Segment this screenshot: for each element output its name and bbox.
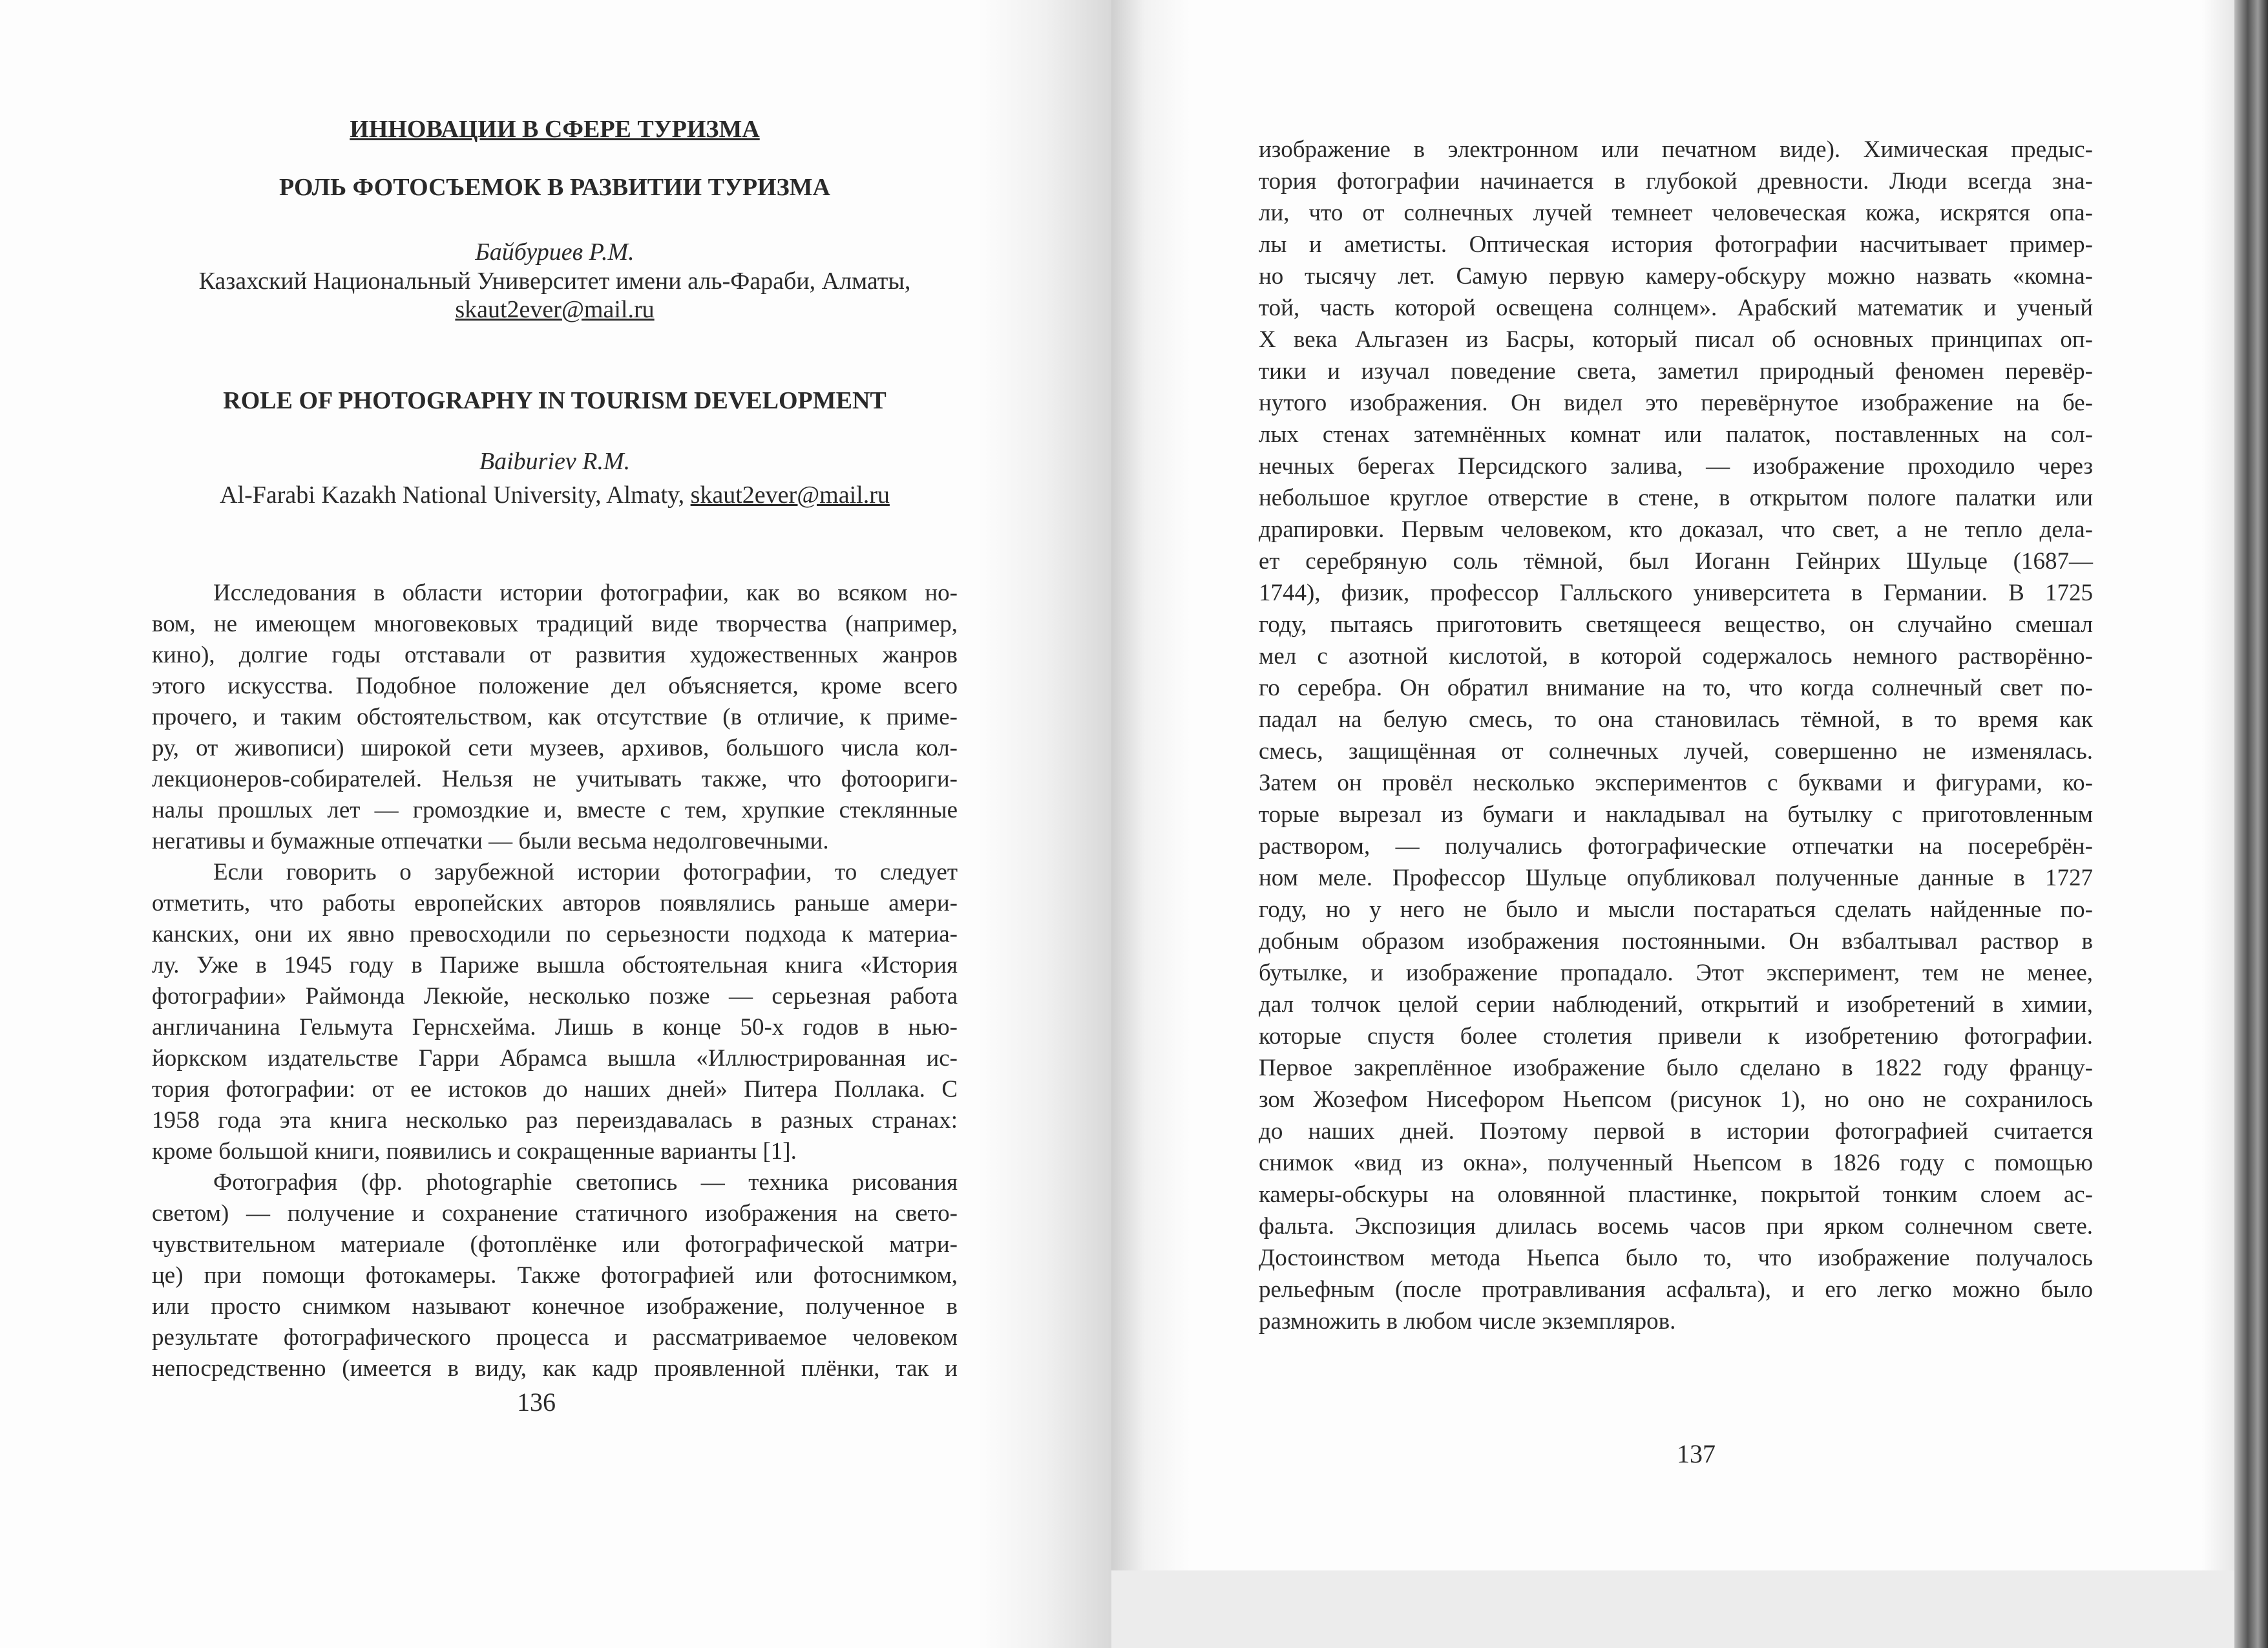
text-line: отметить, что работы европейских авторов появлялись раньше амери- bbox=[152, 890, 958, 916]
text-line: зом Жозефом Нисефором Ньепсом (рисунок 1), но оно не сохранилось bbox=[1259, 1086, 2093, 1113]
text-line: Если говорить о зарубежной истории фотографии, то следует bbox=[213, 859, 958, 885]
text-line: смесь, защищённая от солнечных лучей, совершенно не изменялась. bbox=[1259, 738, 2093, 765]
text-line: тики и изучал поведение света, заметил природный феномен перевёр- bbox=[1259, 358, 2093, 385]
text-line: раствором, — получались фотографические отпечатки на посеребрён- bbox=[1259, 833, 2093, 860]
text-line: прочего, и таким обстоятельством, как отсутствие (в отличие, к приме- bbox=[152, 704, 958, 730]
text-line: той, часть которой освещена солнцем». Арабский математик и ученый bbox=[1259, 295, 2093, 321]
text-line: результате фотографического процесса и рассматриваемое человеком bbox=[152, 1324, 958, 1351]
paragraph bbox=[152, 857, 958, 1167]
text-line: изображение в электронном или печатном виде). Химическая предыс- bbox=[1259, 136, 2093, 163]
text-line: нечных берегах Персидского залива, — изображение проходило через bbox=[1259, 453, 2093, 480]
text-line: Фотография (фр. photographie светопись — техника рисования bbox=[213, 1169, 958, 1196]
text-line: падал на белую смесь, то она становилась тёмной, в то время как bbox=[1259, 706, 2093, 733]
text-line: ном меле. Профессор Шульце опубликовал полученные данные в 1727 bbox=[1259, 865, 2093, 891]
text-line: дал толчок целой серии наблюдений, открытий и изобретений в химии, bbox=[1259, 991, 2093, 1018]
text-line: X века Альгазен из Басры, который писал об основных принципах оп- bbox=[1259, 326, 2093, 353]
text-line: тория фотографии начинается в глубокой древности. Люди всегда зна- bbox=[1259, 168, 2093, 195]
paragraph bbox=[152, 1167, 958, 1384]
page-number-right: 137 bbox=[1677, 1439, 1716, 1468]
text-line: мел с азотной кислотой, в которой содержалось немного растворённо- bbox=[1259, 643, 2093, 670]
text-line: йоркском издательстве Гарри Абрамса вышла «Иллюстрированная ис- bbox=[152, 1045, 958, 1072]
author-ru: Байбуриев Р.М. bbox=[475, 238, 635, 266]
page-number-left: 136 bbox=[517, 1388, 556, 1417]
left-body-text bbox=[152, 578, 958, 1384]
text-line: Достоинством метода Ньепса было то, что изображение получалось bbox=[1259, 1245, 2093, 1271]
text-line: ли, что от солнечных лучей темнеет человеческая кожа, искрятся опа- bbox=[1259, 200, 2093, 226]
text-line: це) при помощи фотокамеры. Также фотографией или фотоснимком, bbox=[152, 1262, 958, 1289]
text-line: драпировки. Первым человеком, кто доказал, что свет, а не тепло дела- bbox=[1259, 516, 2093, 543]
text-line: тория фотографии: от ее истоков до наших дней» Питера Поллака. С bbox=[152, 1076, 958, 1103]
text-line: нутого изображения. Он видел это перевёрнутое изображение на бе- bbox=[1259, 390, 2093, 416]
text-line: этого искусства. Подобное положение дел объясняется, кроме всего bbox=[152, 673, 958, 699]
text-line: небольшое круглое отверстие в стене, в открытом пологе палатки или bbox=[1259, 485, 2093, 511]
text-line: но тысячу лет. Самую первую камеру-обскуру можно назвать «комна- bbox=[1259, 263, 2093, 290]
article-title-en: ROLE OF PHOTOGRAPHY IN TOURISM DEVELOPMENT bbox=[223, 387, 887, 414]
text-line: которые спустя более столетия привели к изобретению фотографии. bbox=[1259, 1023, 2093, 1050]
text-line: лу. Уже в 1945 году в Париже вышла обстоятельная книга «История bbox=[152, 952, 958, 978]
text-line: вом, не имеющем многовековых традиций виде творчества (например, bbox=[152, 611, 958, 637]
text-line: году, но у него не было и мысли постараться сделать найденные по- bbox=[1259, 896, 2093, 923]
text-line: чувствительном материале (фотоплёнке или фотографической матри- bbox=[152, 1231, 958, 1258]
article-title-ru: РОЛЬ ФОТОСЪЕМОК В РАЗВИТИИ ТУРИЗМА bbox=[279, 174, 830, 201]
text-line: Исследования в области истории фотографии, как во всяком но- bbox=[213, 580, 958, 606]
text-line: 1958 года эта книга несколько раз переиздавалась в разных странах: bbox=[152, 1107, 958, 1134]
text-line: кроме большой книги, появились и сокращенные варианты [1]. bbox=[152, 1138, 797, 1165]
text-line: негативы и бумажные отпечатки — были весьма недолговечными. bbox=[152, 828, 829, 854]
text-line: году, пытаясь приготовить светящееся вещество, он случайно смешал bbox=[1259, 611, 2093, 638]
text-line: Затем он провёл несколько экспериментов с буквами и фигурами, ко- bbox=[1259, 770, 2093, 796]
affiliation-en-line bbox=[152, 481, 958, 509]
text-line: 1744), физик, профессор Галльского университета в Германии. В 1725 bbox=[1259, 580, 2093, 606]
text-line: торые вырезал из бумаги и накладывал на бутылку с приготовленным bbox=[1259, 801, 2093, 828]
text-line: снимок «вид из окна», полученный Ньепсом в 1826 году с помощью bbox=[1259, 1150, 2093, 1176]
text-line: размножить в любом числе экземпляров. bbox=[1259, 1308, 1676, 1335]
email-ru-line bbox=[152, 295, 958, 324]
email-en-link[interactable]: skaut2ever@mail.ru bbox=[690, 481, 890, 509]
text-line: камеры-обскуры на оловянной пластинке, покрытой тонким слоем ас- bbox=[1259, 1181, 2093, 1208]
text-line: ру, от живописи) широкой сети музеев, архивов, большого числа кол- bbox=[152, 735, 958, 761]
text-line: рельефным (после протравливания асфальта), и его легко можно было bbox=[1259, 1276, 2093, 1303]
text-line: фотографии» Раймонда Лекюйе, несколько позже — серьезная работа bbox=[152, 983, 958, 1009]
text-line: канских, они их явно превосходили по серьезности подхода к материа- bbox=[152, 921, 958, 947]
email-ru-link[interactable]: skaut2ever@mail.ru bbox=[455, 296, 655, 323]
book-edge bbox=[2234, 0, 2268, 1648]
text-line: непосредственно (имеется в виду, как кадр проявленной плёнки, так и bbox=[152, 1355, 958, 1382]
text-line: добным образом изображения постоянными. Он взбалтывал раствор в bbox=[1259, 928, 2093, 955]
text-line: лекционеров-собирателей. Нельзя не учитывать также, что фотоориги- bbox=[152, 766, 958, 792]
text-line: бутылке, и изображение пропадало. Этот эксперимент, тем не менее, bbox=[1259, 960, 2093, 986]
text-line: или просто снимком называют конечное изображение, полученное в bbox=[152, 1293, 958, 1320]
text-line: англичанина Гельмута Гернсхейма. Лишь в конце 50-х годов в нью- bbox=[152, 1014, 958, 1041]
section-title: ИННОВАЦИИ В СФЕРЕ ТУРИЗМА bbox=[350, 116, 760, 143]
text-line: ет серебряную соль тёмной, был Иоганн Гейнрих Шульце (1687— bbox=[1259, 548, 2093, 575]
text-line: лых стенах затемнённых комнат или палаток, поставленных на сол- bbox=[1259, 421, 2093, 448]
affiliation-en: Al-Farabi Kazakh National University, Almaty, bbox=[220, 481, 691, 509]
text-line: лы и аметисты. Оптическая история фотографии насчитывает пример- bbox=[1259, 231, 2093, 258]
text-line: до наших дней. Поэтому первой в истории фотографией считается bbox=[1259, 1118, 2093, 1145]
text-line: кино), долгие годы отставали от развития художественных жанров bbox=[152, 642, 958, 668]
text-line: го серебра. Он обратил внимание на то, что когда солнечный свет по- bbox=[1259, 675, 2093, 701]
affiliation-ru: Казахский Национальный Университет имени аль-Фараби, Алматы, bbox=[198, 268, 911, 295]
author-en: Baiburiev R.M. bbox=[479, 448, 631, 475]
paragraph bbox=[1259, 134, 2093, 1337]
text-line: Первое закреплённое изображение было сделано в 1822 году францу- bbox=[1259, 1055, 2093, 1081]
paragraph bbox=[152, 578, 958, 857]
right-body-text bbox=[1259, 134, 2093, 1337]
text-line: фальта. Экспозиция длилась восемь часов при ярком солнечном свете. bbox=[1259, 1213, 2093, 1240]
text-line: светом) — получение и сохранение статичного изображения на свето- bbox=[152, 1200, 958, 1227]
text-line: налы прошлых лет — громоздкие и, вместе с тем, хрупкие стеклянные bbox=[152, 797, 958, 823]
left-page bbox=[0, 0, 1111, 1648]
